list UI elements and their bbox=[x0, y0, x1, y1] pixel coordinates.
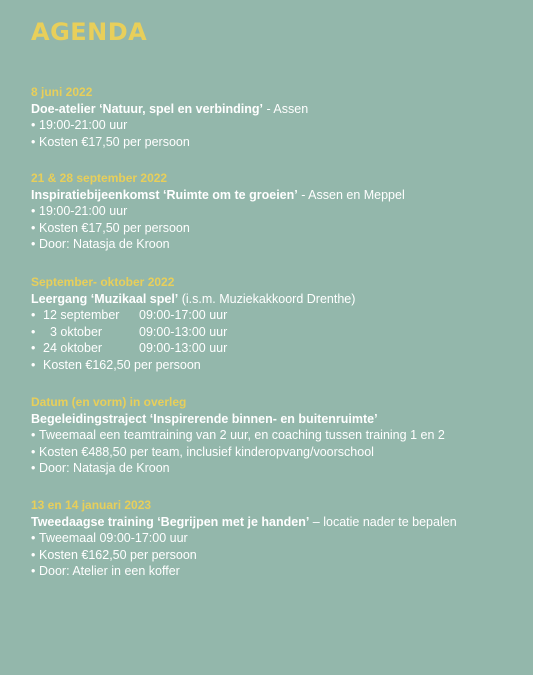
list-item: • Kosten €162,50 per persoon bbox=[31, 547, 197, 562]
event-date: 21 & 28 september 2022 bbox=[31, 171, 168, 185]
bullet-icon: • bbox=[31, 308, 36, 322]
list-item: • Kosten €17,50 per persoon bbox=[31, 134, 190, 149]
event-location: – locatie nader te bepalen bbox=[309, 514, 457, 529]
bullet-icon: • bbox=[31, 564, 36, 578]
schedule-row: • 3 oktober 09:00-13:00 uur bbox=[31, 324, 228, 339]
event-date: September- oktober 2022 bbox=[31, 275, 175, 289]
event-name: Doe-atelier ‘Natuur, spel en verbinding’ bbox=[31, 101, 263, 116]
bullet-icon: • bbox=[31, 547, 36, 562]
bullet-icon: • bbox=[31, 428, 36, 442]
list-item: • Door: Natasja de Kroon bbox=[31, 461, 170, 475]
bullet-icon: • bbox=[31, 220, 36, 235]
bullet-icon: • bbox=[31, 324, 36, 339]
schedule-row: • 24 oktober 09:00-13:00 uur bbox=[31, 341, 228, 355]
agenda-event bbox=[31, 84, 526, 150]
event-name: Tweedaagse training ‘Begrijpen met je handen’ bbox=[31, 514, 310, 529]
bullet-icon: • bbox=[31, 357, 36, 372]
agenda-event bbox=[31, 497, 526, 580]
event-name: Inspiratiebijeenkomst ‘Ruimte om te groeien’ bbox=[31, 187, 298, 202]
event-heading bbox=[31, 101, 526, 118]
agenda-event bbox=[31, 170, 526, 253]
event-heading bbox=[31, 187, 526, 204]
bullet-icon: • bbox=[31, 118, 36, 132]
schedule-row: • 12 september 09:00-17:00 uur bbox=[31, 308, 228, 322]
agenda-event bbox=[31, 274, 526, 373]
event-name: Leergang ‘Muzikaal spel’ bbox=[31, 291, 179, 306]
bullet-icon: • bbox=[31, 461, 36, 475]
list-item: • Kosten €488,50 per team, inclusief kinderopvang/voorschool bbox=[31, 444, 374, 459]
list-item: • Door: Natasja de Kroon bbox=[31, 237, 170, 251]
list-item: • Kosten €17,50 per persoon bbox=[31, 220, 190, 235]
bullet-icon: • bbox=[31, 341, 36, 355]
page-title: AGENDA bbox=[31, 18, 148, 46]
event-heading bbox=[31, 291, 526, 308]
list-item: • Door: Atelier in een koffer bbox=[31, 564, 180, 578]
event-name: Begeleidingstraject ‘Inspirerende binnen- en buitenruimte’ bbox=[31, 411, 378, 426]
list-item: • Tweemaal een teamtraining van 2 uur, en coaching tussen training 1 en 2 bbox=[31, 428, 445, 442]
list-item: • Tweemaal 09:00-17:00 uur bbox=[31, 531, 188, 545]
bullet-icon: • bbox=[31, 444, 36, 459]
event-location: - Assen en Meppel bbox=[297, 187, 405, 202]
bullet-icon: • bbox=[31, 204, 36, 218]
agenda-event bbox=[31, 394, 526, 477]
event-date: 13 en 14 januari 2023 bbox=[31, 498, 152, 512]
event-location: (i.s.m. Muziekakkoord Drenthe) bbox=[178, 291, 356, 306]
list-item: • Kosten €162,50 per persoon bbox=[31, 357, 201, 372]
bullet-icon: • bbox=[31, 134, 36, 149]
event-heading bbox=[31, 514, 526, 531]
event-date: Datum (en vorm) in overleg bbox=[31, 395, 187, 409]
event-location: - Assen bbox=[263, 101, 309, 116]
bullet-icon: • bbox=[31, 237, 36, 251]
event-date: 8 juni 2022 bbox=[31, 85, 93, 99]
event-heading bbox=[31, 411, 526, 428]
bullet-icon: • bbox=[31, 531, 36, 545]
list-item: • 19:00-21:00 uur bbox=[31, 204, 128, 218]
list-item: • 19:00-21:00 uur bbox=[31, 118, 128, 132]
